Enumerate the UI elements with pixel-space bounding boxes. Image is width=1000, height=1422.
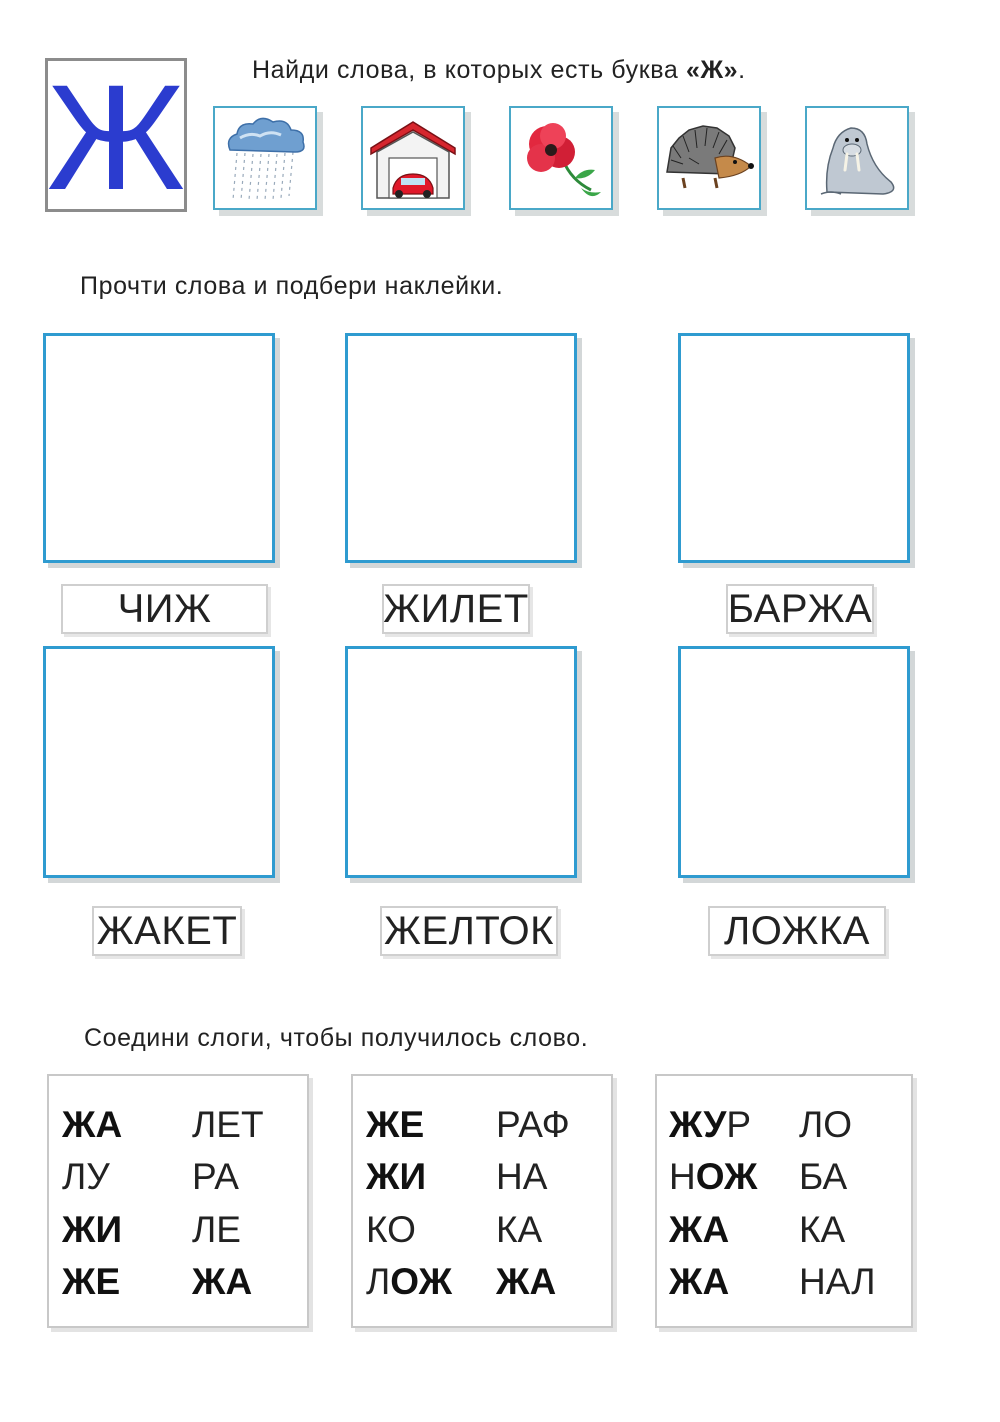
- picture-hedgehog[interactable]: [657, 106, 761, 210]
- syllable-part: ЖЕ: [366, 1104, 425, 1145]
- syllable[interactable]: [496, 1158, 547, 1195]
- sticker-slot[interactable]: [345, 333, 577, 563]
- instruction-letter: «Ж»: [685, 56, 739, 84]
- syllable-part: ЖА: [62, 1104, 123, 1145]
- syllable[interactable]: [669, 1263, 729, 1300]
- hedgehog-icon: [659, 108, 759, 208]
- syllable-part: РА: [192, 1156, 239, 1197]
- syllable[interactable]: [669, 1158, 757, 1195]
- syllable-part: ОЖ: [390, 1261, 453, 1302]
- instruction-dot: .: [738, 56, 746, 84]
- syllable-part: РАФ: [496, 1104, 570, 1145]
- picture-walrus[interactable]: [805, 106, 909, 210]
- find-words-instruction: [252, 56, 746, 85]
- syllable-part: КА: [496, 1209, 543, 1250]
- word-label: ЛОЖКА: [708, 906, 886, 956]
- syllable-part: ЖА: [669, 1261, 730, 1302]
- sticker-slot[interactable]: [43, 646, 275, 878]
- syllable[interactable]: [799, 1106, 852, 1143]
- syllable[interactable]: [366, 1211, 416, 1248]
- syllable[interactable]: [366, 1106, 424, 1143]
- syllable-part: ЛУ: [62, 1156, 110, 1197]
- syllable[interactable]: [62, 1211, 122, 1248]
- syllable-part: КА: [799, 1209, 846, 1250]
- syllable-part: ЛО: [799, 1104, 853, 1145]
- syllable[interactable]: [366, 1158, 426, 1195]
- syllable-part: ЖА: [669, 1209, 730, 1250]
- syllable-part: ЖУ: [669, 1104, 727, 1145]
- syllable[interactable]: [192, 1158, 239, 1195]
- stickers-instruction: Прочти слова и подбери наклейки.: [80, 272, 504, 300]
- letter-card: [45, 53, 187, 221]
- syllable-part: ОЖ: [695, 1156, 758, 1197]
- word-label: ЖЕЛТОК: [380, 906, 558, 956]
- poppy-flower-icon: [511, 108, 611, 208]
- syllables-instruction: Соедини слоги, чтобы получилось слово.: [84, 1024, 589, 1052]
- syllable-part: Н: [669, 1156, 696, 1197]
- syllable-part: БА: [799, 1156, 848, 1197]
- word-label: ЖАКЕТ: [92, 906, 242, 956]
- syllable[interactable]: [496, 1263, 556, 1300]
- picture-poppy[interactable]: [509, 106, 613, 210]
- word-label: ЖИЛЕТ: [382, 584, 530, 634]
- syllable[interactable]: [496, 1106, 570, 1143]
- syllable[interactable]: [799, 1211, 845, 1248]
- syllable-part: Л: [366, 1261, 391, 1302]
- syllable-part: ЖА: [496, 1261, 557, 1302]
- syllable-part: Р: [726, 1104, 752, 1145]
- syllable[interactable]: [192, 1263, 252, 1300]
- picture-rain-cloud[interactable]: [213, 106, 317, 210]
- word-label: ЧИЖ: [61, 584, 268, 634]
- syllable[interactable]: [62, 1158, 110, 1195]
- rain-cloud-icon: [215, 108, 315, 208]
- syllable-part: НА: [496, 1156, 548, 1197]
- sticker-slot[interactable]: [43, 333, 275, 563]
- syllable[interactable]: [62, 1263, 120, 1300]
- syllable[interactable]: [62, 1106, 122, 1143]
- syllable-part: ЖИ: [366, 1156, 427, 1197]
- syllable-part: ЖА: [192, 1261, 253, 1302]
- letter-glyph: Ж: [46, 53, 186, 221]
- sticker-slot[interactable]: [678, 333, 910, 563]
- syllable[interactable]: [669, 1211, 729, 1248]
- garage-icon: [363, 108, 463, 208]
- syllable-part: НАЛ: [799, 1261, 876, 1302]
- syllable-part: ЛЕТ: [192, 1104, 264, 1145]
- syllable[interactable]: [669, 1106, 751, 1143]
- syllable[interactable]: [192, 1106, 264, 1143]
- picture-garage[interactable]: [361, 106, 465, 210]
- word-label: БАРЖА: [726, 584, 874, 634]
- syllable-part: ЖИ: [62, 1209, 123, 1250]
- syllable-part: ЖЕ: [62, 1261, 121, 1302]
- syllable-part: КО: [366, 1209, 416, 1250]
- syllable[interactable]: [496, 1211, 542, 1248]
- syllable-part: ЛЕ: [192, 1209, 241, 1250]
- sticker-slot[interactable]: [345, 646, 577, 878]
- walrus-icon: [807, 108, 907, 208]
- syllable[interactable]: [799, 1158, 847, 1195]
- syllable[interactable]: [799, 1263, 876, 1300]
- syllable[interactable]: [366, 1263, 452, 1300]
- syllable[interactable]: [192, 1211, 241, 1248]
- sticker-slot[interactable]: [678, 646, 910, 878]
- instruction-text: Найди слова, в которых есть буква: [252, 56, 686, 84]
